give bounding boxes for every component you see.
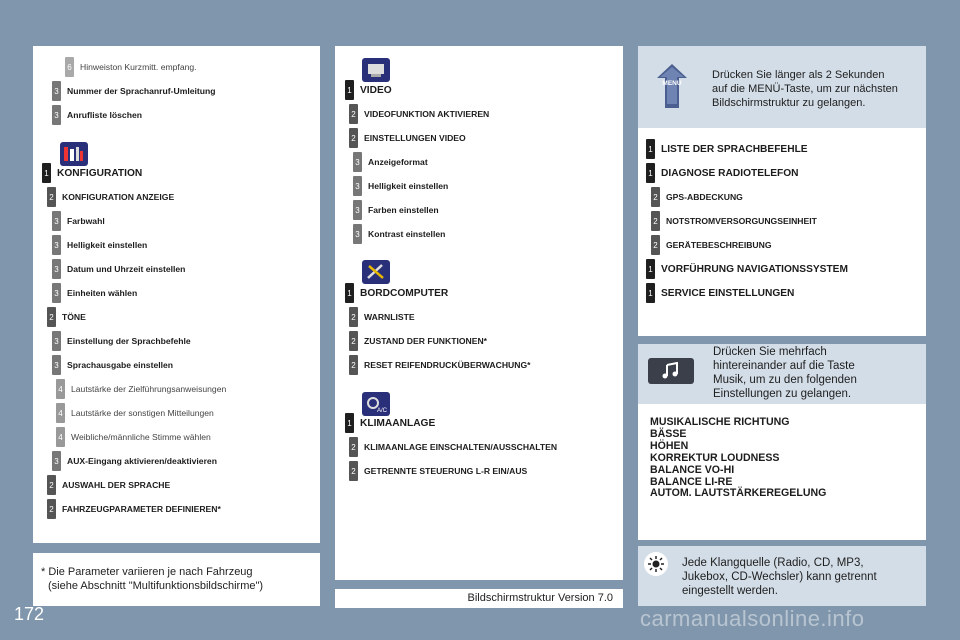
menu-button-icon: [657, 64, 687, 108]
menu-button-label: MENU: [662, 80, 682, 87]
left-menu-row: [42, 162, 142, 184]
level-badge: 2: [47, 187, 56, 207]
right-menu-row: [646, 282, 794, 304]
right-menu-row: [651, 234, 772, 256]
level-badge: 1: [646, 139, 655, 159]
left-menu-row: [52, 80, 216, 102]
tip-line-3: eingestellt werden.: [682, 585, 778, 597]
level-badge: 3: [52, 355, 61, 375]
level-badge: 4: [56, 379, 65, 399]
music-setting: BÄSSE: [650, 427, 687, 440]
music-setting: KORREKTUR LOUDNESS: [650, 451, 780, 464]
music-setting: BALANCE VO-HI: [650, 463, 735, 476]
level-badge: 3: [353, 224, 362, 244]
middle-menu-row: [345, 282, 448, 304]
level-badge: 2: [47, 307, 56, 327]
level-badge: 4: [56, 427, 65, 447]
footer-caption-box: [335, 589, 623, 608]
music-settings-list: [650, 417, 826, 500]
level-badge: 3: [52, 235, 61, 255]
level-badge: 3: [52, 81, 61, 101]
menu-item-label: Anrufliste löschen: [67, 110, 142, 120]
svg-text:A/C: A/C: [377, 408, 387, 413]
left-menu-row: [47, 474, 170, 496]
level-badge: 3: [52, 331, 61, 351]
tip-sun-icon: [644, 552, 668, 576]
menu-item-label: AUSWAHL DER SPRACHE: [62, 480, 171, 490]
left-menu-row: [56, 426, 211, 448]
menu-item-label: Einheiten wählen: [67, 288, 138, 298]
level-badge: 1: [646, 283, 655, 303]
left-menu-row: [56, 378, 226, 400]
music-setting: HÖHEN: [650, 439, 689, 452]
menu-item-label: Nummer der Sprachanruf-Umleitung: [67, 86, 216, 96]
watermark: carmanualsonline.info: [640, 606, 865, 631]
level-badge: 1: [345, 283, 354, 303]
middle-menu-row: [345, 412, 435, 434]
level-badge: 2: [349, 331, 358, 351]
footnote-line-2: (siehe Abschnitt "Multifunktionsbildschirme"): [48, 580, 264, 592]
music-note-line-1: Drücken Sie mehrfach: [713, 346, 827, 358]
menu-item-label: VIDEO: [360, 84, 392, 96]
level-badge: 3: [353, 200, 362, 220]
level-badge: 1: [42, 163, 51, 183]
menu-item-label: KLIMAANLAGE EINSCHALTEN/AUSSCHALTEN: [364, 442, 558, 452]
middle-menu-row: [353, 199, 439, 221]
menu-item-label: FAHRZEUGPARAMETER DEFINIEREN*: [62, 504, 221, 514]
level-badge: 3: [52, 451, 61, 471]
level-badge: 2: [47, 499, 56, 519]
middle-menu-row: [349, 306, 415, 328]
menu-item-label: NOTSTROMVERSORGUNGSEINHEIT: [666, 216, 817, 226]
menu-item-label: VORFÜHRUNG NAVIGATIONSSYSTEM: [661, 263, 848, 275]
level-badge: 1: [646, 163, 655, 183]
menu-item-label: Helligkeit einstellen: [368, 181, 449, 191]
menu-item-label: KONFIGURATION: [57, 167, 143, 179]
right-menu-row: [646, 162, 799, 184]
menu-item-label: Datum und Uhrzeit einstellen: [67, 264, 186, 274]
middle-menu-row: [349, 460, 527, 482]
level-badge: 3: [52, 259, 61, 279]
menu-item-label: SERVICE EINSTELLUNGEN: [661, 287, 795, 299]
menu-item-label: Helligkeit einstellen: [67, 240, 148, 250]
left-menu-row: [52, 330, 191, 352]
menu-item-label: Kontrast einstellen: [368, 229, 446, 239]
level-badge: 2: [349, 128, 358, 148]
right-menu-row: [651, 210, 817, 232]
tip-line-2: Jukebox, CD-Wechsler) kann getrennt: [682, 571, 877, 583]
level-badge: 3: [52, 211, 61, 231]
level-badge: 1: [646, 259, 655, 279]
menu-item-label: GPS-ABDECKUNG: [666, 192, 743, 202]
menu-item-label: RESET REIFENDRUCKÜBERWACHUNG*: [364, 360, 531, 370]
middle-menu-row: [349, 103, 489, 125]
left-menu-row: [52, 354, 173, 376]
menu-item-label: GETRENNTE STEUERUNG L-R EIN/AUS: [364, 466, 528, 476]
menu-item-label: ZUSTAND DER FUNKTIONEN*: [364, 336, 488, 346]
left-menu-row: [52, 258, 185, 280]
right-menu-row: [646, 258, 848, 280]
level-badge: 2: [47, 475, 56, 495]
menu-item-label: KLIMAANLAGE: [360, 417, 436, 429]
music-button-icon: [648, 358, 694, 384]
menu-item-label: Farben einstellen: [368, 205, 439, 215]
menu-item-label: DIAGNOSE RADIOTELEFON: [661, 167, 799, 179]
left-menu-row: [52, 104, 142, 126]
left-menu-row: [47, 186, 174, 208]
tip-line-1: Jede Klangquelle (Radio, CD, MP3,: [682, 557, 864, 569]
music-setting: MUSIKALISCHE RICHTUNG: [650, 416, 790, 428]
menu-item-label: Lautstärke der Zielführungsanweisungen: [71, 384, 227, 394]
menu-note-line-3: Bildschirmstruktur zu gelangen.: [712, 97, 866, 109]
left-menu-row: [56, 402, 214, 424]
level-badge: 2: [349, 307, 358, 327]
left-menu-row: [65, 56, 197, 78]
menu-item-label: LISTE DER SPRACHBEFEHLE: [661, 143, 808, 155]
left-menu-row: [47, 498, 221, 520]
page-number: 172: [14, 604, 45, 624]
middle-menu-row: [353, 223, 445, 245]
menu-item-label: Lautstärke der sonstigen Mitteilungen: [71, 408, 214, 418]
menu-item-label: Weibliche/männliche Stimme wählen: [71, 432, 211, 442]
menu-item-label: AUX-Eingang aktivieren/deaktivieren: [67, 456, 217, 466]
right-menu-row: [651, 186, 743, 208]
level-badge: 3: [52, 283, 61, 303]
level-badge: 2: [349, 437, 358, 457]
level-badge: 2: [349, 104, 358, 124]
music-note-line-4: Einstellungen zu gelangen.: [713, 388, 852, 400]
middle-menu-row: [345, 79, 392, 101]
music-setting: BALANCE LI-RE: [650, 475, 733, 488]
right-menu-row: [646, 138, 808, 160]
level-badge: 3: [353, 176, 362, 196]
middle-menu-row: [349, 127, 466, 149]
middle-menu-row: [349, 330, 487, 352]
level-badge: 2: [349, 355, 358, 375]
level-badge: 2: [651, 235, 660, 255]
middle-menu-row: [349, 436, 557, 458]
menu-item-label: WARNLISTE: [364, 312, 415, 322]
music-note-line-3: Musik, um zu den folgenden: [713, 374, 857, 386]
level-badge: 3: [353, 152, 362, 172]
music-note-line-2: hintereinander auf die Taste: [713, 360, 855, 372]
level-badge: 2: [349, 461, 358, 481]
footnote-panel: [33, 553, 320, 606]
level-badge: 1: [345, 80, 354, 100]
menu-item-label: BORDCOMPUTER: [360, 287, 449, 299]
left-menu-row: [52, 234, 147, 256]
menu-item-label: Farbwahl: [67, 216, 105, 226]
trip-computer-icon: [362, 260, 390, 284]
footnote-line-1: * Die Parameter variieren je nach Fahrzeug: [41, 566, 253, 578]
footer-caption: Bildschirmstruktur Version 7.0: [467, 592, 613, 604]
menu-item-label: EINSTELLUNGEN VIDEO: [364, 133, 466, 143]
music-setting: AUTOM. LAUTSTÄRKEREGELUNG: [650, 487, 827, 500]
middle-menu-row: [353, 151, 428, 173]
menu-note-line-2: auf die MENÜ-Taste, um zur nächsten: [712, 83, 898, 95]
level-badge: 1: [345, 413, 354, 433]
menu-note-line-1: Drücken Sie länger als 2 Sekunden: [712, 69, 885, 81]
middle-menu-row: [353, 175, 448, 197]
menu-item-label: KONFIGURATION ANZEIGE: [62, 192, 175, 202]
middle-menu-row: [349, 354, 530, 376]
menu-item-label: TÖNE: [62, 312, 86, 322]
menu-item-label: Anzeigeformat: [368, 157, 428, 167]
menu-item-label: VIDEOFUNKTION AKTIVIEREN: [364, 109, 490, 119]
menu-item-label: Sprachausgabe einstellen: [67, 360, 174, 370]
level-badge: 4: [56, 403, 65, 423]
left-menu-row: [52, 450, 217, 472]
left-menu-row: [52, 282, 137, 304]
level-badge: 6: [65, 57, 74, 77]
level-badge: 3: [52, 105, 61, 125]
left-menu-row: [47, 306, 86, 328]
left-menu-row: [52, 210, 105, 232]
menu-item-label: GERÄTEBESCHREIBUNG: [666, 240, 772, 250]
menu-item-label: Hinweiston Kurzmitt. empfang.: [80, 62, 197, 72]
level-badge: 2: [651, 211, 660, 231]
level-badge: 2: [651, 187, 660, 207]
menu-item-label: Einstellung der Sprachbefehle: [67, 336, 191, 346]
